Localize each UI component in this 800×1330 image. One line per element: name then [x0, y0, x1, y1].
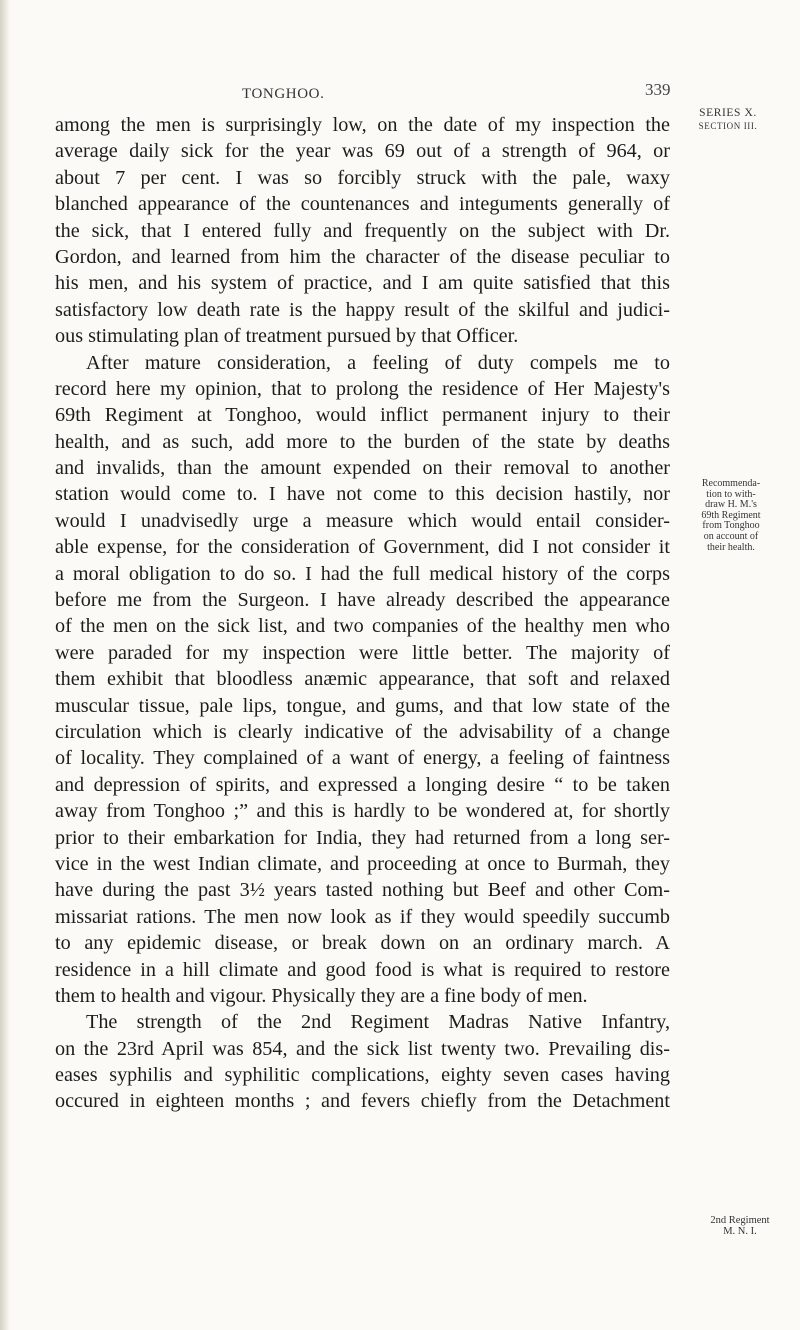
text-line: about 7 per cent. I was so forcibly struck with the pale, waxy: [55, 166, 670, 189]
text-line: missariat rations. The men now look as if they would speedily succumb: [55, 905, 670, 928]
text-line: After mature consideration, a feeling of duty compels me to: [86, 351, 670, 374]
margin-note-line: 2nd Regiment: [710, 1215, 770, 1226]
text-line: record here my opinion, that to prolong the residence of Her Majesty's: [55, 377, 670, 400]
text-line: blanched appearance of the countenances and integuments generally of: [55, 193, 670, 216]
text-line: 69th Regiment at Tonghoo, would inflict permanent injury to their: [55, 404, 670, 427]
text-line: his men, and his system of practice, and I am quite satisfied that this: [55, 272, 670, 295]
margin-note-series: [683, 107, 773, 133]
text-line: would I unadvisedly urge a measure which would entail consider-: [55, 509, 670, 532]
text-line: station would come to. I have not come to this decision hastily, nor: [55, 483, 670, 506]
text-line: able expense, for the consideration of Government, did I not consider it: [55, 536, 670, 559]
text-line: muscular tissue, pale lips, tongue, and gums, and that low state of the: [55, 694, 670, 717]
page-number: 339: [645, 80, 671, 99]
text-line: to any epidemic disease, or break down on an ordinary march. A: [55, 932, 670, 955]
body-text: [55, 112, 670, 1115]
text-line: have during the past 3½ years tasted nothing but Beef and other Com-: [55, 879, 670, 902]
running-title: TONGHOO.: [242, 86, 325, 102]
text-line: residence in a hill climate and good food is what is required to restore: [55, 958, 670, 981]
margin-note-line: M. N. I.: [723, 1226, 757, 1237]
text-line: eases syphilis and syphilitic complications, eighty seven cases having: [55, 1064, 670, 1087]
margin-note-line: their health.: [707, 541, 755, 553]
margin-note-line: from Tonghoo: [702, 520, 760, 532]
text-line: vice in the west Indian climate, and proceeding at once to Burmah, they: [55, 852, 670, 875]
text-line: away from Tonghoo ;” and this is hardly to be wondered at, for shortly: [55, 800, 670, 823]
text-line: of the men on the sick list, and two companies of the healthy men who: [55, 615, 670, 638]
margin-note-line: SECTION III.: [698, 121, 758, 131]
margin-note-regiment: [689, 1215, 791, 1237]
text-line: health, and as such, add more to the burden of the state by deaths: [55, 430, 670, 453]
margin-note-line: on account of: [703, 530, 759, 542]
text-line: on the 23rd April was 854, and the sick list twenty two. Prevailing dis-: [55, 1037, 670, 1060]
text-line: prior to their embarkation for India, they had returned from a long ser-: [55, 826, 670, 849]
text-line: Gordon, and learned from him the character of the disease peculiar to: [55, 245, 670, 268]
margin-note-line: SERIES X.: [699, 107, 757, 119]
text-line: before me from the Surgeon. I have already described the appearance: [55, 589, 670, 612]
margin-note-line: draw H. M.'s: [705, 499, 757, 511]
binding-shadow: [0, 0, 10, 1330]
running-head: [0, 80, 800, 106]
text-line: them exhibit that bloodless anæmic appearance, that soft and relaxed: [55, 668, 670, 691]
margin-note-line: 69th Regiment: [701, 509, 761, 521]
text-line: of locality. They complained of a want of energy, a feeling of faintness: [55, 747, 670, 770]
text-line: satisfactory low death rate is the happy result of the skilful and judici-: [55, 298, 670, 321]
text-line: were paraded for my inspection were little better. The majority of: [55, 641, 670, 664]
text-line: them to health and vigour. Physically they are a fine body of men.: [55, 984, 588, 1007]
text-line: The strength of the 2nd Regiment Madras Native Infantry,: [86, 1011, 670, 1034]
text-line: among the men is surprisingly low, on the date of my inspection the: [55, 114, 670, 136]
text-line: and invalids, than the amount expended on their removal to another: [55, 457, 670, 480]
text-line: average daily sick for the year was 69 out of a strength of 964, or: [55, 140, 670, 163]
text-line: a moral obligation to do so. I had the full medical history of the corps: [55, 562, 670, 585]
text-line: occured in eighteen months ; and fevers chiefly from the Detachment: [55, 1090, 670, 1113]
text-line: circulation which is clearly indicative of the advisability of a change: [55, 720, 670, 743]
text-line: ous stimulating plan of treatment pursued by that Officer.: [55, 325, 519, 348]
margin-note-recommendation: [690, 479, 772, 553]
margin-note-line: Recommenda-: [701, 478, 761, 489]
text-line: the sick, that I entered fully and frequently on the subject with Dr.: [55, 219, 670, 242]
margin-note-line: tion to with-: [706, 488, 756, 500]
text-line: and depression of spirits, and expressed a longing desire “ to be taken: [55, 773, 670, 796]
